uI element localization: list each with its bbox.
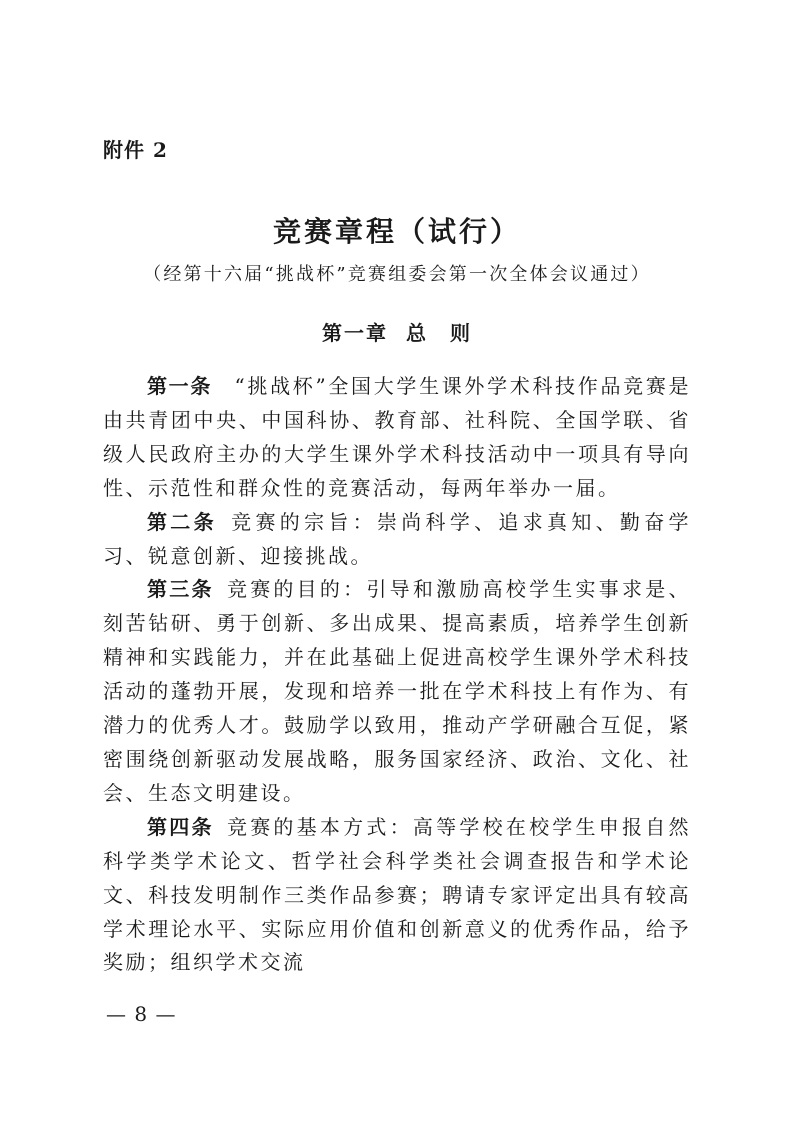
chapter-name: 总 则 [406,321,472,345]
article-text: 竞赛的宗旨：崇尚科学、追求真知、勤奋学习、锐意创新、迎接挑战。 [103,509,692,568]
page-number: — 8 — [106,1002,177,1026]
article-label: 第三条 [147,577,214,602]
chapter-heading [0,317,794,346]
document-title: 竞赛章程（试行） [272,215,521,248]
document-subtitle: （经第十六届“挑战杯”竞赛组委会第一次全体会议通过） [143,264,651,285]
article-label: 第一条 [147,374,213,398]
article-4 [103,811,691,981]
article-2 [103,506,691,574]
article-text: “挑战杯”全国大学生课外学术科技作品竞赛是由共青团中央、中国科协、教育部、社科院、全国学联、省级人民政府主办的大学生课外学术科技活动中一项具有导向性、示范性和群众性的竞赛活动，每两年举办一届。 [103,374,691,500]
chapter-number: 第一章 [322,321,388,345]
article-3 [103,573,691,810]
article-label: 第四条 [147,814,214,839]
document-body [103,370,691,980]
attachment-label: 附件 2 [103,138,168,162]
article-label: 第二条 [147,509,217,534]
article-text: 竞赛的目的：引导和激励高校学生实事求是、刻苦钻研、勇于创新、多出成果、提高素质，培养学生创新精神和实践能力，并在此基础上促进高校学生课外学术科技活动的蓬勃开展，发现和培养一批在学术科技上有作为、有潜力的优秀人才。鼓励学以致用，推动产学研融合互促，紧密围绕创新驱动发展战略，服务国家经济、政治、文化、社会、生态文明建设。 [103,577,692,805]
article-1 [103,370,691,506]
article-text: 竞赛的基本方式：高等学校在校学生申报自然科学类学术论文、哲学社会科学类社会调查报告和学术论文、科技发明制作三类作品参赛；聘请专家评定出具有较高学术理论水平、实际应用价值和创新意义的优秀作品，给予奖励；组织学术交流 [103,814,692,975]
